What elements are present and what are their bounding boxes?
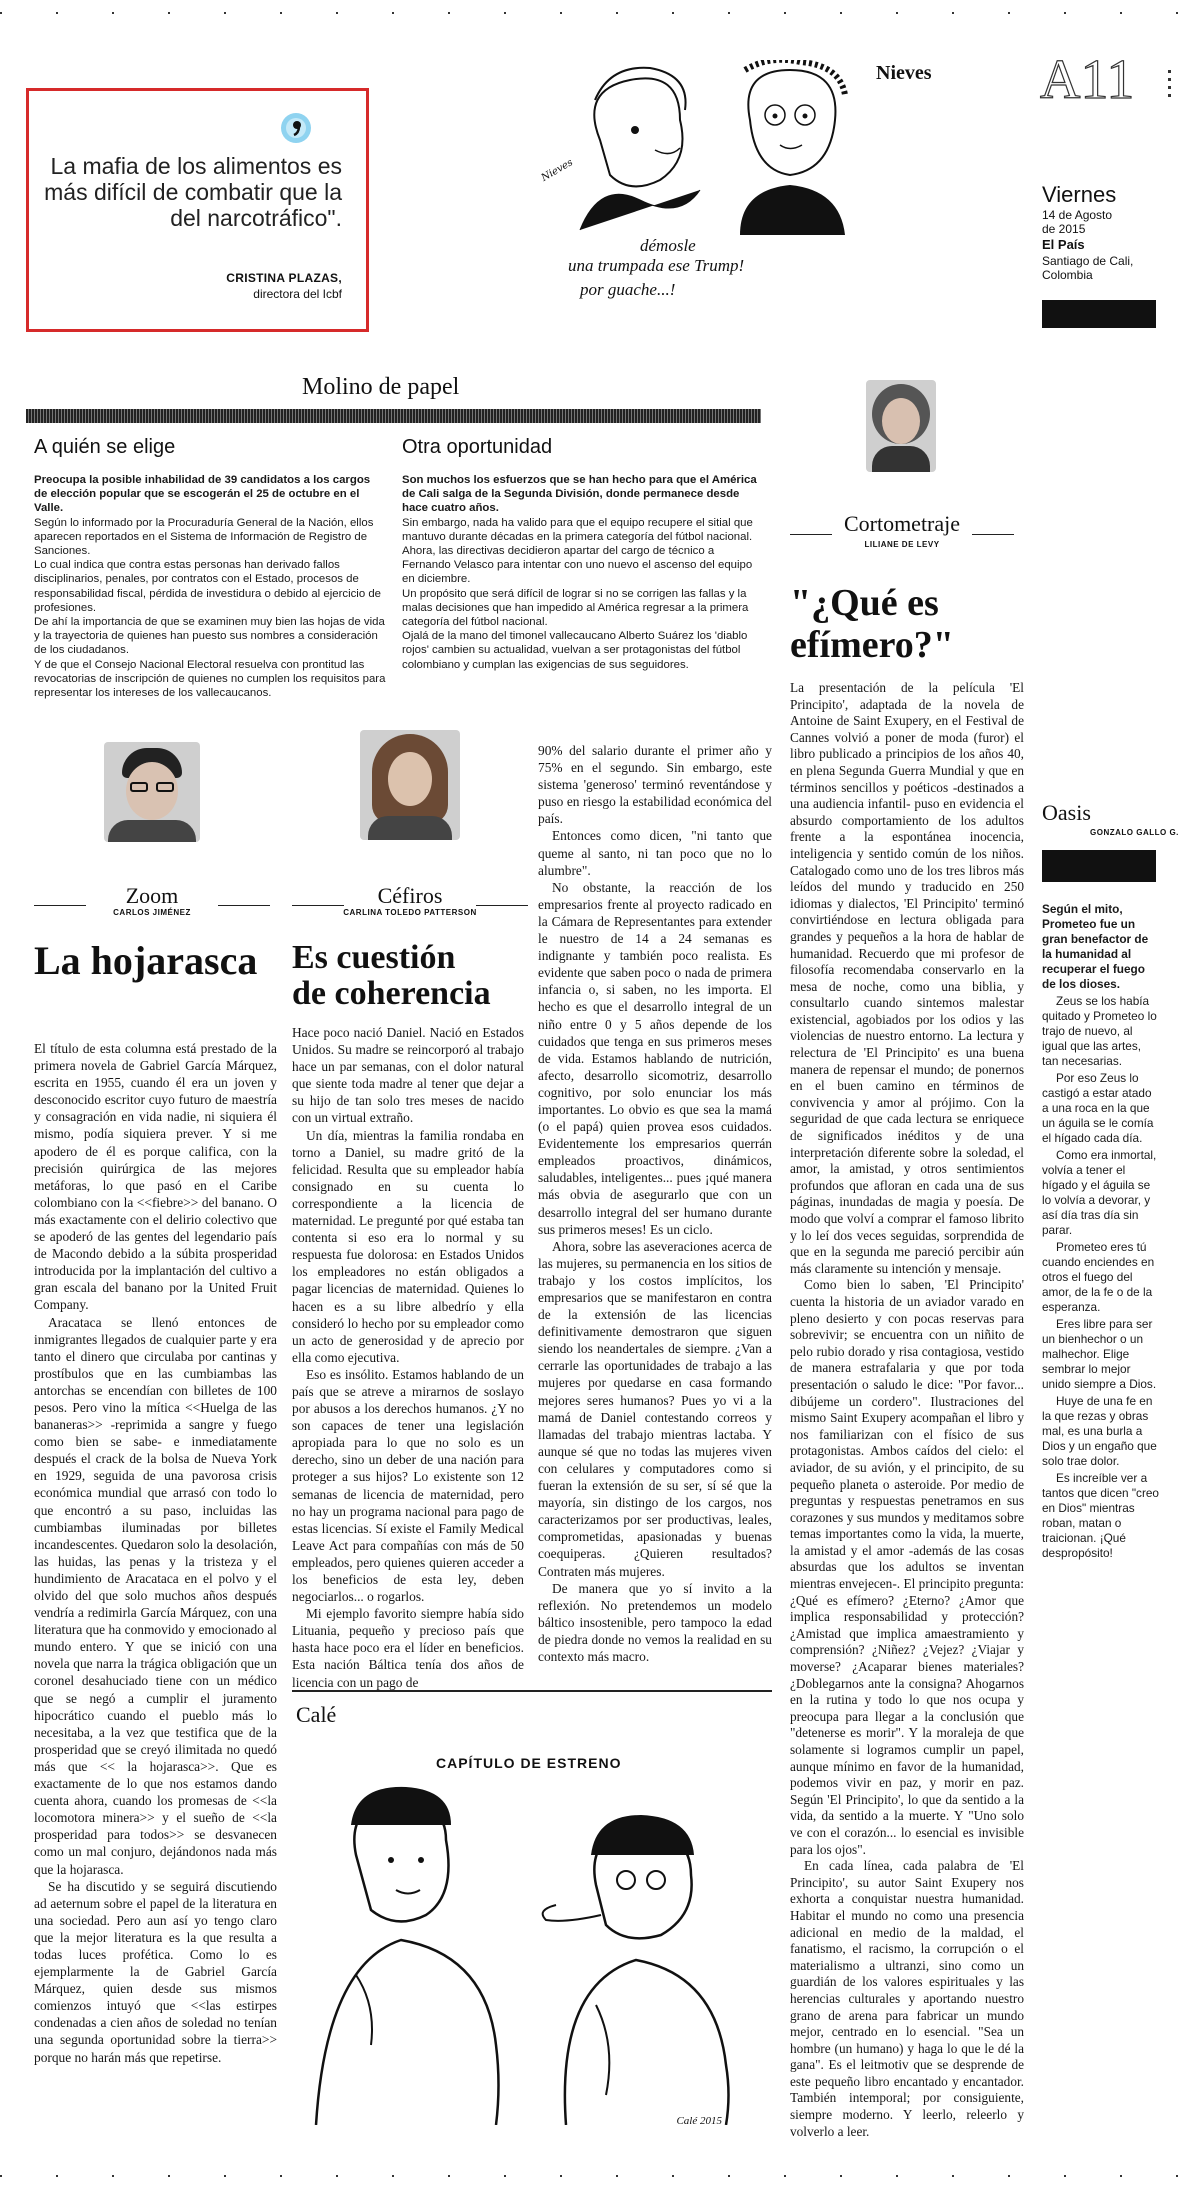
cale-drawing xyxy=(296,1745,772,2125)
quote-text: La mafia de los alimentos es más difícil de combatir que la del narcotráfico". xyxy=(44,153,342,231)
molino-right-lead: Son muchos los esfuerzos que se han hecho para que el América de Cali salga de la Segunda División, donde permanece desde hace cuatro años. xyxy=(402,474,757,515)
cortometraje-column: Cortometraje xyxy=(843,511,961,536)
molino-left-p4: Y de que el Consejo Nacional Electoral resuelva con prontitud las revocatorias de inscripción de quienes no cumplen los requisitos para representar los intereses de los vallecaucanos. xyxy=(34,658,386,700)
molino-left-heading: A quién se elige xyxy=(34,436,176,458)
paper-name: El País xyxy=(1042,237,1085,252)
cortometraje-author: LILIANE DE LEVY xyxy=(864,540,940,549)
cale-column: Calé xyxy=(296,1702,337,1727)
date-day: Viernes xyxy=(1042,182,1117,207)
cefiros-paragraph: Mi ejemplo favorito siempre había sido Lituania, pequeño y precioso país que hasta hace poco era el líder en beneficios. Esta nación Báltica tenía dos años de licencia con un pago de xyxy=(292,1606,524,1690)
rule xyxy=(292,905,344,906)
cefiros-paragraph: Un día, mientras la familia rondaba en torno a Daniel, su madre gritó de la felicidad. Resulta que su empleador había consignado en su cuenta lo correspondiente a la licencia de maternidad. Le pregunté por qué estaba tan contenta si eso era lo normal y su respuesta fue dolorosa: en Estados Unidos los empleadores no están obligados a pagar licencias de maternidad. Quienes lo hacen es a su libre albedrío y ella consideró lo hecho por su empleador como un acto de generosidad y de aprecio por ella como ejecutiva. xyxy=(292,1127,524,1365)
page-marker xyxy=(1168,70,1171,100)
oasis-paragraph: Como era inmortal, volvía a tener el hígado y el águila se lo volvía a devorar, y así día tras día sin parar. xyxy=(1042,1148,1157,1237)
cefiros-body-col1 xyxy=(292,1024,524,1691)
cefiros-paragraph: Entonces como dicen, "ni tanto que queme al santo, ni tan poco que no lo alumbre". xyxy=(538,828,772,878)
oasis-paragraph: Huye de una fe en la que rezas y obras mal, es una burla a Dios y un engaño que solo trae dolor. xyxy=(1042,1394,1157,1468)
oasis-lead: Según el mito, Prometeo fue un gran benefactor de la humanidad al recuperar el fuego de los dioses. xyxy=(1042,902,1149,991)
author-photo-levy xyxy=(866,380,936,472)
oasis-paragraph: Zeus se los había quitado y Prometeo lo trajo de nuevo, al igual que las artes, tan necesarias. xyxy=(1042,994,1157,1068)
rule xyxy=(972,534,1014,535)
cefiros-column: Céfiros xyxy=(377,883,443,908)
oasis-black-block xyxy=(1042,850,1156,882)
molino-left xyxy=(34,436,386,700)
cefiros-headline-2: de coherencia xyxy=(292,975,491,1012)
rule xyxy=(476,905,528,906)
cartoon-drawing xyxy=(540,60,880,240)
oasis-paragraph: Es increíble ver a tantos que dicen "creo en Dios" mientras roban, matan o traicionan. ¡Qué despropósito! xyxy=(1042,1471,1159,1560)
molino-right-p4: Ojalá de la mano del timonel vallecaucano Alberto Suárez los 'diablo rojos' cambien su actualidad, vuelvan a ser protagonistas del fútbol colombiano y cumplan las exigencias de sus seguidores. xyxy=(402,630,748,671)
quote-role: directora del Icbf xyxy=(253,287,342,301)
molino-bar xyxy=(26,409,761,423)
molino-right-p3: Un propósito que será difícil de lograr si no se corrigen las fallas y la malas decisiones que han impedido al América regresar a la primera categoría del fútbol nacional. xyxy=(402,587,749,629)
black-block xyxy=(1042,300,1156,328)
perforation-top xyxy=(0,12,1184,14)
zoom-column: Zoom xyxy=(125,883,179,908)
zoom-paragraph: El título de esta columna está prestado de la primera novela de Gabriel García Márquez, escrita en 1955, cuando él era un joven y desconocido escritor cuyo futuro de maestría y consagración en vida nadie, ni siquiera él mismo, podía siquiera prever. Y si me apodero de él es porque califica, con la precisión quirúrgica de las mejores metáforas, lo que pasó en el Caribe colombiano con la <<fiebre>> del banano. O más exactamente con el delirio colectivo que se apoderó de las gentes del legendario país de Macondo debido a la súbita prosperidad introducida por la implantación del cultivo a gran escala del banano por la United Fruit Company. xyxy=(34,1041,277,1313)
zoom-headline: La hojarasca xyxy=(34,938,258,983)
date-line: 14 de Agosto xyxy=(1042,208,1113,222)
rule xyxy=(218,905,270,906)
author-photo-toledo xyxy=(360,730,460,840)
cefiros-headline-1: Es cuestión xyxy=(292,939,456,976)
cartoon-caption-3: por guache...! xyxy=(580,280,676,299)
molino-right-heading: Otra oportunidad xyxy=(402,436,553,458)
cartoon-caption-1: démosle xyxy=(640,236,696,255)
cortometraje-headline: "¿Qué es efímero?" xyxy=(790,582,954,666)
zoom-body xyxy=(34,1040,277,2066)
country: Colombia xyxy=(1042,268,1093,282)
cartoon-caption-2: una trumpada ese Trump! xyxy=(568,256,745,275)
molino-right-p2: Ahora, las directivas decidieron apartar del cargo de técnico a Fernando Velasco para intentar con uno nuevo el ascenso del equipo en diciembre. xyxy=(402,545,753,586)
quote-author: CRISTINA PLAZAS, xyxy=(226,271,342,285)
cartoon-signature: Nieves xyxy=(539,157,576,184)
quote-icon xyxy=(279,111,313,145)
author-photo-jimenez xyxy=(104,742,200,842)
zoom-author: CARLOS JIMÉNEZ xyxy=(113,908,191,917)
zoom-paragraph: Aracataca se llenó entonces de inmigrantes llegados de cualquier parte y era tanto el dinero que circulaba por cantinas y prostíbulos que en las cumbiambas las antorchas se encendían con billetes de 100 pesos. Pero vino la mítica <<Huelga de las bananeras>> -reprimida a sangre y fuego como bien se sabe- e inmediatamente después el crack de la bolsa de Nueva York en 1929, seguida de una pavorosa crisis económica mundial que arrasó con todo lo que encontró a su paso, incluidas las cumbiambas iluminadas por billetes incandescentes. Quedaron solo la desolación, las huidas, las penas y la tristeza y el hundimiento de Aracataca en el polvo y el olvido del que solo muchos años después vendría a redimirla García Márquez, con una literatura que ha conmovido y emocionado al mundo entero. Y que se inició con una novela que narra la trágica obligación que un coronel desahuciado tiene con un médico que se negó a cumplir el juramento hipocrático cuando el pueblo más lo necesitaba, a la vez que testifica que de la prosperidad que se creyó ilimitada no quedó más que << la hojarasca>>. Que es exactamente de lo que nos estamos dando cuenta ahora, cuando los promesas de <<la locomotora minera>> y el sueño de <<la prosperidad para todos>> se desvanecen como un mal conjuro, dejándonos nada más que la hojarasca. xyxy=(34,1314,277,1877)
perforation-bottom xyxy=(0,2175,1184,2177)
date-year: de 2015 xyxy=(1042,222,1086,236)
rule xyxy=(790,534,832,535)
molino-left-p2: Lo cual indica que contra estas personas han derivado fallos disciplinarios, penales, por contratos con el Estado, procesos de responsabilidad fiscal, pérdida de investidura o debido al ejercicio de profesiones. xyxy=(34,559,381,614)
cefiros-paragraph: No obstante, la reacción de los empresarios frente al proyecto radicado en la Cámara de Representantes para extender le nuestro de 14 a 24 semanas es indignante y también poco realista. Es evidente que saben poco o nada de primera infancia o, si saben, no les importa. El hecho es que el desarrollo integral de un niño entre 0 y 5 años depende de los cuidados que tenga en sus primeros meses de vida. Estamos hablando de nutrición, afecto, desarrollo sicomotriz, desarrollo cognitivo, por solo enunciar los más importantes. Lo obvio es que sea la mamá (o el papá) quien provea esos cuidados. Evidentemente los empresarios querrán empleados proactivos, dinámicos, saludables, inteligentes... pues ¡qué manera más obvia de asegurarlo que con un desarrollo integral del ser humano durante sus primeros meses! Es un ciclo. xyxy=(538,879,772,1237)
molino-left-lead: Preocupa la posible inhabilidad de 39 candidatos a los cargos de elección popular que se escogerán el 25 de octubre en el Valle. xyxy=(34,474,371,515)
oasis-column: Oasis xyxy=(1042,800,1091,825)
molino-right xyxy=(402,436,762,672)
cefiros-body-col2 xyxy=(538,742,772,1665)
rule xyxy=(292,1690,772,1692)
cefiros-paragraph: Eso es insólito. Estamos hablando de un país que se atreve a mirarnos de soslayo por abusos a los derechos humanos. ¿Y no son capaces de tener una legislación apropiada para lo que no solo es un derecho, sino un deber de una nación para proteger a sus hijos? Lo existente son 12 semanas de licencia de maternidad, pero no hay un programa nacional para pago de estas licencias. Sí existe el Family Medical Leave Act para compañías con más de 50 empleados, pero quienes quieren acceder a los beneficios de esta ley, deben negociarlos... o rogarlos. xyxy=(292,1366,524,1605)
cale-title: CAPÍTULO DE ESTRENO xyxy=(436,1755,622,1771)
oasis-paragraph: Prometeo eres tú cuando enciendes en otros el fuego del amor, de la fe o de la esperanza. xyxy=(1042,1240,1155,1314)
cortometraje-paragraph: La presentación de la película 'El Principito', adaptada de la novela de Antoine de Saint Exupery, en el Festival de Cannes volvió a poner de moda (furor) el libro publicado a principios de los años 40, en plena Segunda Guerra Mundial y que en términos sencillos y poéticos -destinados a una audiencia infantil- puso en evidencia el absurdo comportamiento de los adultos frente a la espontánea inocencia, inteligencia y sentido común de los niños. Catalogado como uno de los tres libros más leídos del mundo y traducido en 250 idiomas y dialectos, 'El Principito' terminó convirtiéndose en lectura obligada para grandes y pequeños a la hora de hablar de humanidad. Recuerdo que mi profesor de filosofía recomendaba conservarlo en la mesa de noche, como una biblia, y consultarlo cuando sintemos malestar existencial, agobiados por los odios y las violencias de nuestro entorno. La lectura y relectura de 'El Principito' es una buena manera de repensar el mundo; de ponernos en el buen camino en términos de convivencia y amor al prójimo. Con la seguridad de que cada lectura se enriquece de significados inéditos y de una interpretación diferente sobre la soledad, el amor, la amistad, y otros sentimientos profundos que afloran en cada una de sus páginas, inundadas de magia y poesía. De modo que volví a comprar el famoso librito y lo leí dos veces seguidas, sorprendida de que en la segunda me pareció percibir aún más claramente su intención y mensaje. xyxy=(790,680,1024,1276)
oasis-paragraph: Por eso Zeus lo castigó a estar atado a una roca en la que un águila se le comía el hígado cada día. xyxy=(1042,1071,1154,1145)
section-name: Nieves xyxy=(876,62,932,84)
molino-left-p1: Según lo informado por la Procuraduría General de la Nación, ellos aparecen reportados en el Sistema de Información de Registro de Sanciones. xyxy=(34,516,374,558)
cortometraje-paragraph: Como bien lo saben, 'El Principito' cuenta la historia de un aviador varado en pleno desierto y con pocas reservas para sobrevivir; se encuentra con un niñito de pelo rubio dorado y risa contagiosa, vestido de manera estrafalaria y que por toda presentación o saludo le dice: "Por favor... dibújeme un cordero". Ilustraciones del mismo Saint Exupery acompañan el libro y nos familiarizan con el físico de sus protagonistas. Ambos caídos del cielo: el aviador, de su avión, y el principito, de su pequeño planeta o asteroide. Por medio de preguntas y respuestas penetramos en sus corazones y sus mundos y meditamos sobre temas importantes como la vida, la muerte, la amistad y el amor -además de las cosas absurdas que los adultos se inventan mientras envejecen-. El principito pregunta: ¿Qué es efímero? ¿Eterno? ¿Amor que implica responsabilidad y protección? ¿Amistad que implica amaestramiento y comprensión? ¿Niñez? ¿Vejez? ¿Viajar y moverse? ¿Acaparar bienes materiales? ¿Doblegarnos ante la consigna? Ahogarnos en la rutina y todo lo que nos ocupa y preocupa para llegar a la conclusión que "detenerse es morir". Y la moraleja de que solamente si logramos cumplir un papel, aunque mínimo en favor de la humanidad, podemos vivir en paz, y morir en paz. Según 'El Principito', lo que da sentido a la vida, da sentido a la muerte. Y "Uno solo ve con el corazón... lo esencial es invisible para los ojos". xyxy=(790,1277,1024,1857)
zoom-paragraph: Se ha discutido y se seguirá discutiendo ad aeternum sobre el papel de la literatura en una sociedad. Pero aun así yo tengo claro que la mejor literatura es la que resulta a todas luces profética. Como lo es ejemplarmente la de Gabriel García Márquez, quien desde sus mismos comienzos intuyó que <<las estirpes condenadas a cien años de soledad no tenían una segunda oportunidad sobre la tierra>> porque no harán más que repetirse. xyxy=(34,1878,277,2065)
oasis-author: GONZALO GALLO G. xyxy=(1090,828,1179,837)
top-cartoon xyxy=(540,60,880,310)
cefiros-paragraph: 90% del salario durante el primer año y 75% en el segundo. Sin embargo, este sistema 'generoso' terminó reventándose y puso en riesgo la estabilidad económica del país. xyxy=(538,743,772,827)
cefiros-paragraph: De manera que yo sí invito a la reflexión. No pretendemos un modelo báltico insostenible, pero tampoco la edad de piedra donde no vemos la realidad en su contexto más macro. xyxy=(538,1580,772,1664)
molino-left-p3: De ahí la importancia de que se examinen muy bien las hojas de vida y la trayectoria de quienes han puesto sus nombres a consideración de los ciudadanos. xyxy=(34,616,385,657)
city: Santiago de Cali, xyxy=(1042,254,1134,268)
cale-signature: Calé 2015 xyxy=(676,2115,722,2127)
cefiros-paragraph: Ahora, sobre las aseveraciones acerca de las mujeres, su permanencia en los sitios de trabajo y los costos implícitos, los empresarios que se manifestaron en contra de la extensión de las licencias definitivamente demostraron que siguen siendo los neandertales de siempre. ¿Van a cerrarle las oportunidades de trabajo a las mujeres por quedarse en casa formando mejores seres humanos? Pues yo vi a la mamá de Daniel contestando correos y llamadas del trabajo mientras lactaba. Y aunque sé que no todas las mujeres viven con celulares y computadores como si fueran la extensión de su ser, sí sé que la mayoría, sin distingo de los cargos, nos caracterizamos por ser productivas, leales, comprometidas, apasionadas y buenas coequiperas. ¿Quieren resultados? Contraten más mujeres. xyxy=(538,1238,772,1579)
quote-box xyxy=(26,88,369,332)
cale-cartoon xyxy=(296,1745,772,2135)
cefiros-paragraph: Hace poco nació Daniel. Nació en Estados Unidos. Su madre se reincorporó al trabajo hace un par semanas, con el dolor natural que siente toda madre al tener que dejar a su hijo de tan solo tres meses de nacido con un virtual extraño. xyxy=(292,1025,524,1126)
rule xyxy=(34,905,86,906)
oasis-body xyxy=(1042,994,1160,1563)
molino-title: Molino de papel xyxy=(302,374,460,400)
oasis-paragraph: Eres libre para ser un bienhechor o un malhechor. Elige sembrar lo mejor unido siempre a Dios. xyxy=(1042,1317,1157,1391)
cortometraje-paragraph: En cada línea, cada palabra de 'El Principito', su autor Saint Exupery nos exhorta a conquistar nuestra humanidad. Habitar el mundo no como una presencia adicional en medio de la maldad, el fanatismo, el racismo, la corrupción o el materialismo a ultranzi, sino como un guardián de los valores espirituales y las herencias culturales y aportando nuestro grano de arena para fabricar un mundo mejor, centrado en lo esencial. "Sea un hombre (un humano) y haga lo que le dé la gana". Es el leitmotiv que se desprende de este pequeño libro encantado y encantador. También intemporal; por consiguiente, siempre moderno. Y leerlo, releerlo y volverlo a leer. xyxy=(790,1858,1024,2139)
cefiros-author: CARLINA TOLEDO PATTERSON xyxy=(343,908,477,917)
cortometraje-body xyxy=(790,680,1024,2140)
molino-right-p1: Sin embargo, nada ha valido para que el equipo recupere el sitial que mantuvo durante décadas en la primera categoría del fútbol nacional. xyxy=(402,516,753,543)
page-number: A11 xyxy=(1040,49,1135,111)
